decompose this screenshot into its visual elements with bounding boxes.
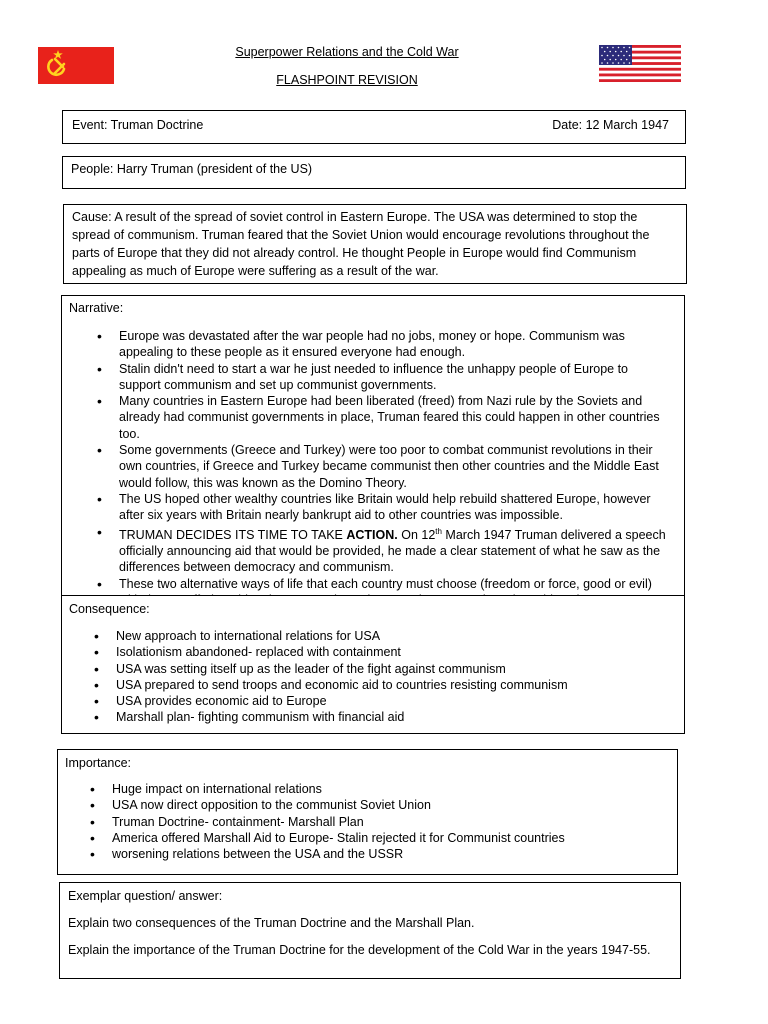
cause-text: Cause: A result of the spread of soviet control in Eastern Europe. The USA was determined to stop the spread of communism. Truman feared that the Soviet Union would encourage revolutions throughout the parts of Europe that they did not already control. He thought People in Europe would find Communism appealing as much of Europe were suffering as a result of the war. bbox=[72, 210, 650, 278]
list-item: • USA now direct opposition to the communist Soviet Union bbox=[112, 797, 672, 813]
consequence-list bbox=[116, 628, 676, 726]
people-text: People: Harry Truman (president of the US) bbox=[71, 162, 313, 176]
exemplar-question-1: Explain two consequences of the Truman Doctrine and the Marshall Plan. bbox=[68, 916, 475, 930]
soviet-flag-icon bbox=[38, 47, 114, 84]
list-item: • Stalin didn't need to start a war he just needed to influence the unhappy people of Europe to support communism and set up communist governments. bbox=[119, 361, 673, 394]
importance-heading: Importance: bbox=[65, 756, 132, 770]
list-item: • The US hoped other wealthy countries like Britain would help rebuild shattered Europe, however after six years with Britain nearly bankrupt aid to other countries was impossible. bbox=[119, 491, 673, 524]
people-box bbox=[62, 156, 686, 189]
list-item: • USA provides economic aid to Europe bbox=[116, 693, 676, 709]
event-label: Event: Truman Doctrine bbox=[72, 118, 204, 132]
list-item: • USA prepared to send troops and economic aid to countries resisting communism bbox=[116, 677, 676, 693]
exemplar-question-2: Explain the importance of the Truman Doctrine for the development of the Cold War in the years 1947-55. bbox=[68, 943, 651, 957]
importance-list bbox=[112, 781, 672, 862]
importance-box bbox=[57, 749, 678, 875]
list-item: • Some governments (Greece and Turkey) were too poor to combat communist revolutions in their own countries, if Greece and Turkey became communist then other countries and the Middle East would follow, this was known as the Domino Theory. bbox=[119, 442, 673, 491]
exemplar-heading: Exemplar question/ answer: bbox=[68, 889, 223, 903]
narrative-heading: Narrative: bbox=[69, 301, 124, 315]
list-item: • Huge impact on international relations bbox=[112, 781, 672, 797]
page-subtitle: FLASHPOINT REVISION bbox=[276, 73, 418, 87]
cause-box bbox=[63, 204, 687, 284]
list-item: • TRUMAN DECIDES ITS TIME TO TAKE ACTION. On 12th March 1947 Truman delivered a speech officially announcing aid that would be provided, he made a clear statement of what he saw as the differences between democracy and communism. bbox=[119, 524, 673, 576]
consequence-heading: Consequence: bbox=[69, 602, 150, 616]
list-item: • New approach to international relations for USA bbox=[116, 628, 676, 644]
list-item: • America offered Marshall Aid to Europe- Stalin rejected it for Communist countries bbox=[112, 830, 672, 846]
event-date: Date: 12 March 1947 bbox=[552, 118, 669, 132]
list-item: • These two alternative ways of life that each country must choose (freedom or force, good or evil) bbox=[119, 576, 673, 609]
consequence-box bbox=[61, 595, 685, 734]
narrative-box bbox=[61, 295, 685, 596]
list-item: • Truman Doctrine- containment- Marshall Plan bbox=[112, 814, 672, 830]
narrative-list bbox=[119, 328, 673, 608]
exemplar-box bbox=[59, 882, 681, 979]
list-item: • Europe was devastated after the war people had no jobs, money or hope. Communism was appealing to these people as it ensured everyone had enough. bbox=[119, 328, 673, 361]
list-item: • worsening relations between the USA and the USSR bbox=[112, 846, 672, 862]
us-flag-icon bbox=[599, 45, 681, 82]
list-item: • Isolationism abandoned- replaced with containment bbox=[116, 644, 676, 660]
list-item: • USA was setting itself up as the leader of the fight against communism bbox=[116, 661, 676, 677]
event-box bbox=[62, 110, 686, 144]
page-title: Superpower Relations and the Cold War bbox=[235, 45, 459, 59]
list-item: • Marshall plan- fighting communism with financial aid bbox=[116, 709, 676, 725]
list-item: • Many countries in Eastern Europe had been liberated (freed) from Nazi rule by the Soviets and already had communist governments in place, Truman feared this could happen in other countries too. bbox=[119, 393, 673, 442]
